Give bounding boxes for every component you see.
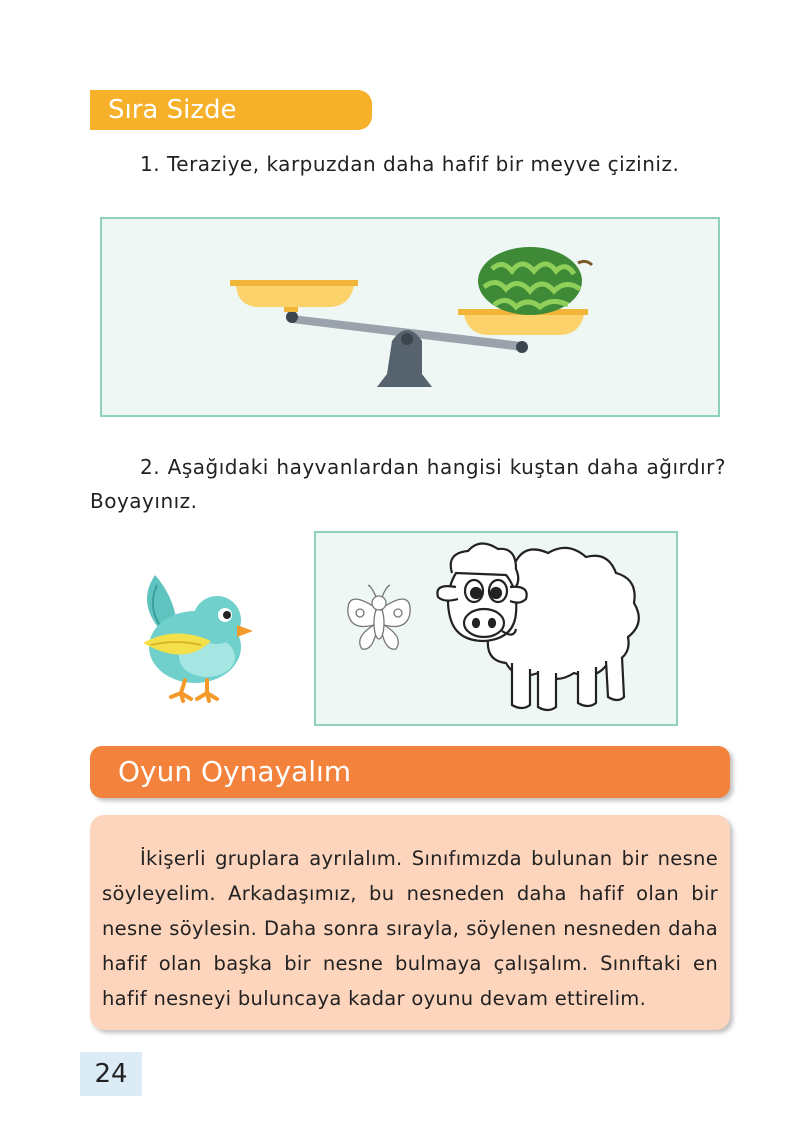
animals-box: [314, 531, 678, 726]
oyun-oynayalim-header: Oyun Oynayalım: [90, 746, 730, 798]
page-number: 24: [80, 1052, 142, 1096]
bird-icon: [125, 565, 255, 705]
game-instructions-box: [90, 815, 730, 1030]
scale-image-box: [100, 217, 720, 417]
butterfly-icon: [348, 585, 410, 649]
game-instructions-text: İkişerli gruplara ayrılalım. Sınıfımızda bulunan bir nesne söyleyelim. Arkadaşımız, bu nesneden daha hafif olan bir nesne söylesin. Daha sonra sırayla, söylenen nesneden daha hafif olan başka bir nesne bulmaya çalışalım. Sınıftaki en hafif nesneyi buluncaya kadar oyunu devam ettirelim.: [102, 847, 718, 1010]
balance-scale-icon: [102, 219, 718, 415]
question-1: 1. Teraziye, karpuzdan daha hafif bir meyve çiziniz.: [140, 152, 680, 176]
sira-sizde-header: Sıra Sizde: [90, 90, 372, 130]
bird-image: [125, 565, 255, 705]
sheep-icon: [437, 543, 638, 710]
question-2: 2. Aşağıdaki hayvanlardan hangisi kuştan daha ağırdır? Boyayınız.: [90, 455, 726, 513]
